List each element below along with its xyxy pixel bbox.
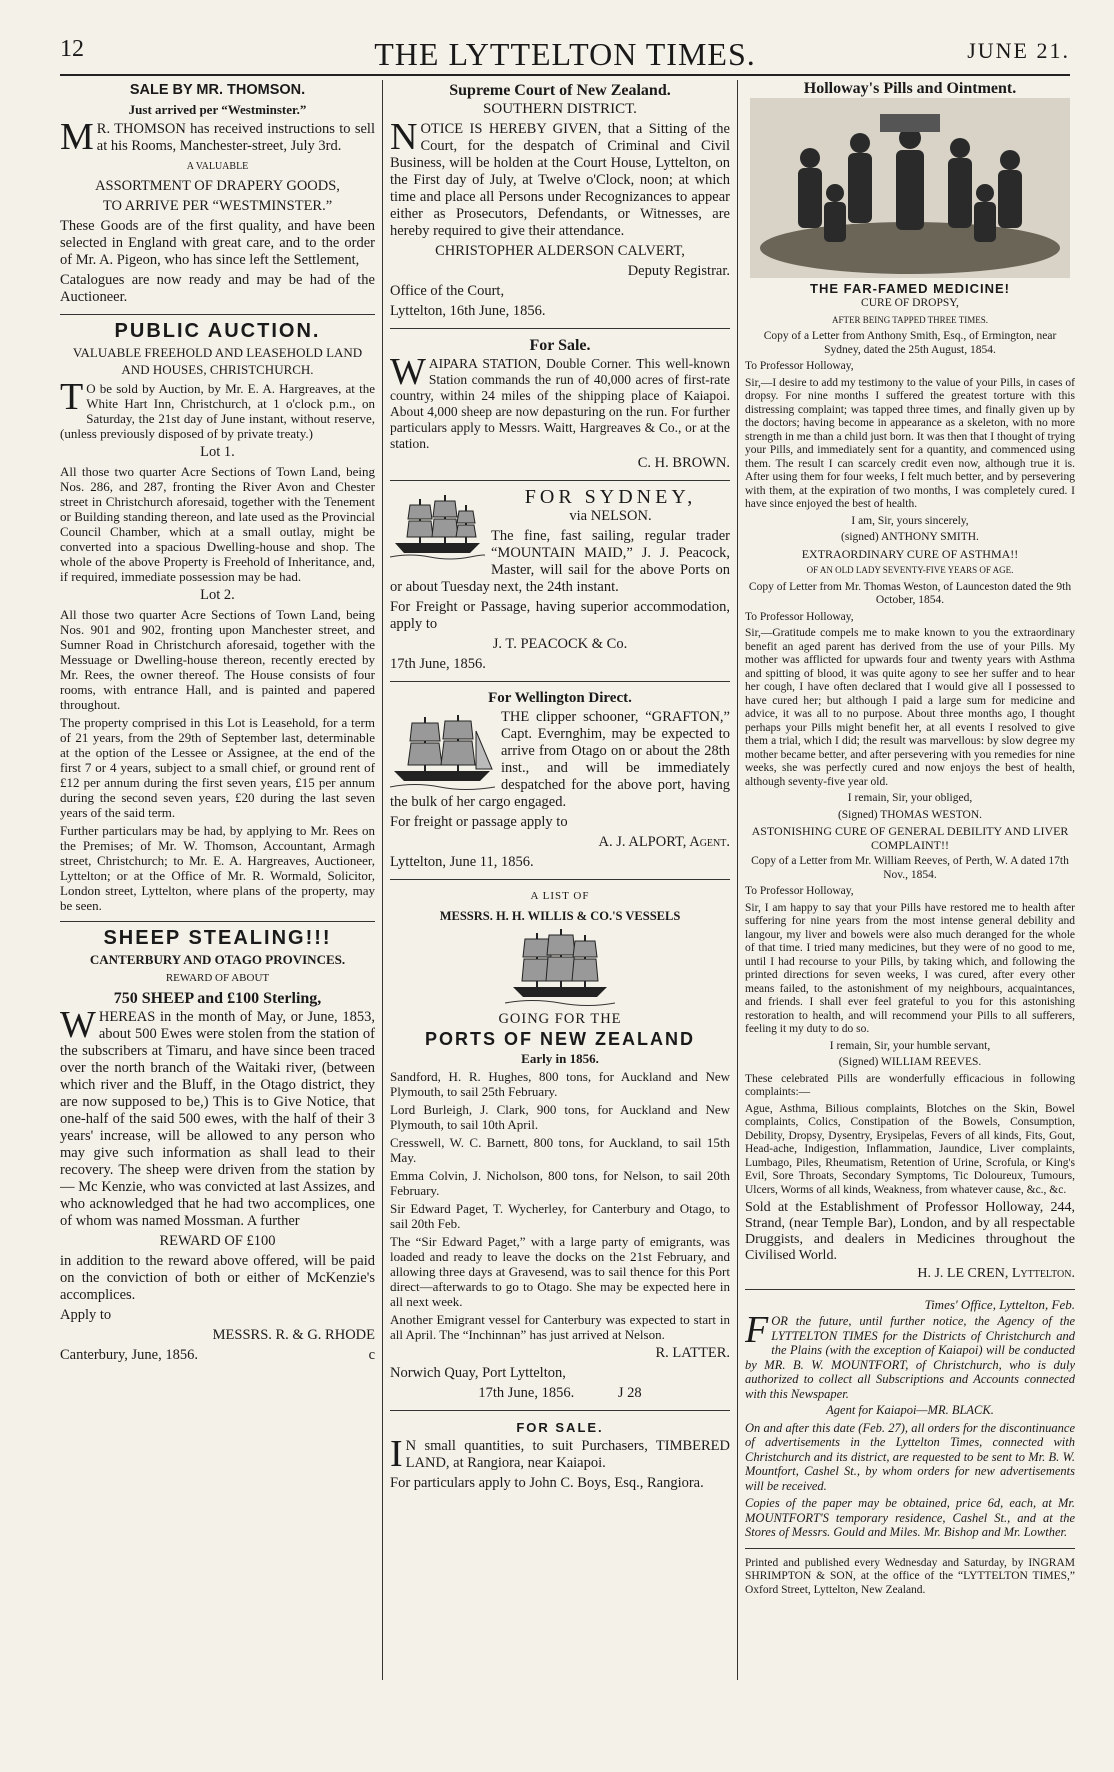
column-divider bbox=[382, 80, 383, 1680]
advert-heading: Holloway's Pills and Ointment. bbox=[803, 80, 1017, 97]
advert-text: TO ARRIVE PER “WESTMINSTER.” bbox=[102, 198, 333, 214]
advert-heading: PORTS OF NEW ZEALAND bbox=[425, 1029, 695, 1049]
advert-body: in addition to the reward above offered, will be paid on the conviction of both or either of McKenzie's accomplices. bbox=[60, 1253, 375, 1303]
advert-body: All those two quarter Acre Sections of Town Land, being Nos. 286, and 287, fronting the River Avon and Chester street in Christchurch aforesaid, together with the Tenement or Building standing thereon, and late used as the Provincial Council Chamber, which at a small outlay, might be converted into a spacious Dwelling-house and shop. The whole of the above Property is Freehold of Inheritance, and, if required, immediate possession may be had. bbox=[60, 464, 375, 584]
divider bbox=[745, 1289, 1075, 1290]
letter-salutation: To Professor Holloway, bbox=[745, 360, 854, 372]
advert-heading: SALE BY MR. THOMSON. bbox=[129, 82, 306, 98]
advert-heading: FOR SALE. bbox=[516, 1420, 604, 1435]
vessel-item: Sir Edward Paget, T. Wycherley, for Canterbury and Otago, to sail 20th Feb. bbox=[390, 1201, 730, 1231]
column-2 bbox=[390, 80, 730, 1680]
holloway-advert bbox=[745, 82, 1075, 1281]
vessel-item: Lord Burleigh, J. Clark, 900 tons, for Auckland and New Plymouth, to sail 10th April. bbox=[390, 1102, 730, 1132]
advert-body: Sold at the Establishment of Professor Holloway, 244, Strand, (near Temple Bar), London, and by all respectable Druggists, and dealers in Medicines throughout the Civilised World. bbox=[745, 1200, 1075, 1263]
advert-code: c bbox=[368, 1347, 375, 1363]
advert-subheading: CANTERBURY AND OTAGO PROVINCES. bbox=[89, 952, 346, 967]
advert-subheading: EXTRAORDINARY CURE OF ASTHMA!! bbox=[801, 546, 1019, 561]
vessel-item: Sandford, H. R. Hughes, 800 tons, for Auckland and New Plymouth, to sail 25th February. bbox=[390, 1069, 730, 1099]
advert-heading: MESSRS. H. H. WILLIS & CO.'S VESSELS bbox=[439, 909, 681, 923]
willis-vessels-advert bbox=[390, 888, 730, 1402]
letter-salutation: To Professor Holloway, bbox=[745, 885, 854, 897]
advert-subheading: via NELSON. bbox=[569, 508, 652, 524]
advert-text: Deputy Registrar. bbox=[627, 263, 730, 279]
imprint: Printed and published every Wednesday and Saturday, by INGRAM SHRIMPTON & SON, at the office of the “LYTTELTON TIMES,” Oxford Street, Lyttelton, New Zealand. bbox=[745, 1556, 1075, 1596]
letter-signature: (Signed) WILLIAM REEVES. bbox=[838, 1056, 982, 1068]
advert-body: For particulars apply to John C. Boys, Esq., Rangiora. bbox=[390, 1475, 704, 1491]
lot-heading: Lot 1. bbox=[200, 444, 235, 460]
letter-signature: (Signed) THOMAS WESTON. bbox=[837, 808, 983, 821]
notice-body: On and after this date (Feb. 27), all orders for the discontinuance of advertisements in the Lyttelton Times, connected with Christchurch and its district, are requested to be sent to Mr. B. W. Mountfort, Cashel St., by whom orders for new advertisements will be received. bbox=[745, 1420, 1075, 1493]
divider bbox=[60, 921, 375, 922]
advert-subheading: ASTONISHING CURE OF GENERAL DEBILITY AND LIVER COMPLAINT!! bbox=[751, 824, 1069, 852]
notice-dateline: Times' Office, Lyttelton, Feb. bbox=[924, 1296, 1075, 1312]
divider bbox=[60, 314, 375, 315]
advert-text: 750 SHEEP and £100 Sterling, bbox=[113, 990, 322, 1007]
letter-intro: Copy of Letter from Mr. Thomas Weston, of Launceston dated the 9th October, 1854. bbox=[748, 580, 1072, 606]
divider bbox=[390, 328, 730, 329]
advert-signature: R. LATTER. bbox=[655, 1345, 730, 1361]
advert-signature: CHRISTOPHER ALDERSON CALVERT, bbox=[435, 243, 685, 259]
advert-heading: For Wellington Direct. bbox=[488, 690, 632, 706]
wellington-advert bbox=[390, 690, 730, 871]
advert-date bbox=[60, 1347, 375, 1364]
divider bbox=[390, 879, 730, 880]
advert-text: REWARD OF ABOUT bbox=[165, 972, 270, 984]
letter-closing: I remain, Sir, your obliged, bbox=[847, 792, 973, 804]
advert-body: IN small quantities, to suit Purchasers, TIMBERED LAND, at Rangiora, near Kaiapoi. bbox=[390, 1433, 730, 1475]
advert-text: GOING FOR THE bbox=[498, 1011, 622, 1027]
advert-text: Norwich Quay, Port Lyttelton, bbox=[390, 1365, 566, 1381]
advert-text: Apply to bbox=[60, 1307, 112, 1323]
masthead-rule bbox=[60, 74, 1070, 76]
lot-heading: Lot 2. bbox=[200, 587, 235, 603]
advert-heading: PUBLIC AUCTION. bbox=[114, 320, 321, 342]
vessel-item: Emma Colvin, J. Nicholson, 800 tons, for Nelson, to sail 20th February. bbox=[390, 1168, 730, 1198]
column-divider bbox=[737, 80, 738, 1680]
crowd-illustration bbox=[750, 98, 1070, 278]
advert-signature: A. J. ALPORT, Agent. bbox=[598, 834, 730, 850]
letter-intro: Copy of a Letter from Anthony Smith, Esq., of Ermington, near Sydney, dated the 25th August, 1854. bbox=[763, 330, 1057, 356]
advert-subheading: Just arrived per “Westminster.” bbox=[128, 102, 307, 117]
times-office-notice bbox=[745, 1298, 1075, 1540]
advert-signature: MESSRS. R. & G. RHODE bbox=[212, 1327, 375, 1343]
advert-heading: For Sale. bbox=[529, 337, 591, 354]
sydney-advert bbox=[390, 486, 730, 673]
advert-date: Lyttelton, 16th June, 1856. bbox=[390, 303, 546, 319]
divider bbox=[745, 1548, 1075, 1549]
notice-body: Copies of the paper may be obtained, price 6d, each, at Mr. MOUNTFORT'S temporary residence, Cashel St., and at the Stores of Messrs. Gould and Miles. Mr. Bishop and Mr. Lowther. bbox=[745, 1496, 1075, 1539]
letter-body: Sir, I am happy to say that your Pills have restored me to health after suffering for nine years from the most intense general debility and langour, my liver and bowels were also much deranged for the whole of that time. I tried many medicines, but they were of no good to me, until I had recourse to your Pills, by taking which, and following the printed directions for seven weeks, I was cured, after every other means failed, to the astonishment of my neighbours, acquaintances, and friends. I shall ever feel grateful to you for this astonishing restoration to health, and will recommend your Pills to all sufferers, feeling it my duty to do so. bbox=[745, 901, 1075, 1035]
thomson-advert bbox=[60, 82, 375, 306]
advert-code: J 28 bbox=[617, 1385, 642, 1401]
advert-text: ASSORTMENT OF DRAPERY GOODS, bbox=[95, 178, 340, 194]
advert-body: NOTICE IS HEREBY GIVEN, that a Sitting of the Court, for the despatch of Criminal and Civil Business, will be holden at the Court House, Lyttelton, on the First day of July, at Twelve o'Clock, noon; at which time and place all Persons under Recognizances to appear either as Prosecutors, Defendants, or Witnesses, are hereby required to give their attendance. bbox=[390, 116, 730, 239]
notice-text: Agent for Kaiapoi—MR. BLACK. bbox=[826, 1403, 994, 1417]
advert-body: WHEREAS in the month of May, or June, 1853, about 500 Ewes were stolen from the station of the subscribers at Timaru, and have since been traced over the north branch of the Waitaki river, (between which river and the Bluff, in the Otago district, they are now supposed to be,) This is to Give Notice, that one-half of the said 500 ewes, with the half of their 3 years' increase, will be allowed to any person who may give such information as shall lead to their recovery. The sheep were driven from the station by — Mc Kenzie, who was convicted at last Assizes, and who acknowledged that he had two accomplices, one of whom was named Mossman. A further bbox=[60, 1004, 375, 1229]
complaint-list: Ague, Asthma, Bilious complaints, Blotches on the Skin, Bowel complaints, Colics, Constipation of the Bowels, Consumption, Debility, Dropsy, Dysentry, Erysipelas, Fevers of all kinds, Fits, Gout, Head-ache, Indigestion, Inflammation, Jaundice, Liver complaints, Lumbago, Piles, Rheumatism, Retention of Urine, Scrofula, or King's Evil, Sore Throats, Secondary Symptoms, Tic Doloureux, Tumours, Ulcers, Worms of all kinds, Weakness, from whatever cause, &c., &c. bbox=[745, 1102, 1075, 1196]
advert-text: AFTER BEING TAPPED THREE TIMES. bbox=[831, 314, 989, 325]
advert-body: THE clipper schooner, “GRAFTON,” Capt. Evernghim, may be expected to arrive from Otago on or about the 28th inst., and will be immediately despatched for the above port, having the bulk of her cargo engaged. bbox=[390, 709, 730, 810]
advert-body: MR. THOMSON has received instructions to sell at his Rooms, Manchester-street, July 3rd. bbox=[60, 116, 375, 158]
advert-signature: H. J. LE CREN, Lyttelton. bbox=[917, 1266, 1075, 1281]
advert-body: The fine, fast sailing, regular trader “MOUNTAIN MAID,” J. J. Peacock, Master, will sail for the above Ports on or about Tuesday next, the 24th instant. bbox=[390, 528, 730, 595]
waipara-sale-advert bbox=[390, 337, 730, 472]
letter-intro: Copy of a Letter from Mr. William Reeves, of Perth, W. A dated 17th Nov., 1854. bbox=[751, 855, 1069, 881]
advert-body: Further particulars may be had, by applying to Mr. Rees on the Premises; of Mr. W. Thomson, Accountant, Armagh street, Christchurch; to Mr. E. A. Hargreaves, Auctioneer, Lyttelton; or at the Office of Mr. R. Wormald, Solicitor, London street, Lyttelton, where plans of the property, may be seen. bbox=[60, 823, 375, 913]
advert-date bbox=[390, 1385, 730, 1402]
advert-heading: SHEEP STEALING!!! bbox=[103, 927, 332, 949]
advert-date-text: Canterbury, June, 1856. bbox=[60, 1347, 198, 1363]
ship-illustration bbox=[505, 927, 615, 1007]
notice-body: FOR the future, until further notice, the Agency of the LYTTELTON TIMES for the Districts of Christchurch and the Plains (with the exception of Kaiapoi) will be conducted by MR. B. W. MOUNTFORT, of Christchurch, who is duly authorized to collect all Subscriptions and Accounts connected with this Newspaper. bbox=[745, 1309, 1075, 1401]
advert-heading: Supreme Court of New Zealand. bbox=[449, 82, 671, 99]
advert-subheading: Early in 1856. bbox=[521, 1051, 599, 1066]
timbered-land-advert bbox=[390, 1419, 730, 1492]
letter-salutation: To Professor Holloway, bbox=[745, 610, 854, 623]
advert-date-text: 17th June, 1856. bbox=[478, 1385, 575, 1401]
schooner-illustration bbox=[390, 711, 495, 791]
letter-body: Sir,—Gratitude compels me to make known to you the extraordinary benefit an aged parent has derived from the use of your Pills. My mother was afflicted for upwards four and twenty years with Asthma and spitting of blood, it was quite agony to see her suffer and to hear her cough, I have often declared that I would give all I possessed to have cured her; but although I paid a large sum for medicine and advice, it was all to no purpose. About three months ago, I thought perhaps your Pills might benefit her, at all events I resolved to give them a trial, which I did; the result was marvellous: by slow degree my mother became better, and after persevering with you remedies for nine weeks, she was perfectly cured and now enjoys the best of health, although seventy-five year old. bbox=[745, 627, 1075, 788]
divider bbox=[390, 1410, 730, 1411]
sailing-ship-illustration bbox=[390, 491, 485, 561]
newspaper-title: THE LYTTELTON TIMES. bbox=[374, 36, 756, 72]
advert-text: A LIST OF bbox=[530, 890, 590, 902]
advert-body: Catalogues are now ready and may be had of the Auctioneer. bbox=[60, 272, 375, 305]
advert-body: All those two quarter Acre Sections of Town Land, being Nos. 901 and 902, fronting upon Manchester street, and Sumner Road in Christchurch aforesaid, together with the Messuage or Dwelling-house thereon, recently erected by Mr. Rees, the owner thereof. The House consists of four rooms, with entrance Hall, and is painted and papered throughout. bbox=[60, 607, 375, 712]
letter-closing: I remain, Sir, your humble servant, bbox=[829, 1039, 991, 1052]
advert-subheading: VALUABLE FREEHOLD AND LEASEHOLD LAND AND HOUSES, CHRISTCHURCH. bbox=[72, 345, 363, 377]
advert-date: 17th June, 1856. bbox=[390, 656, 486, 672]
advert-text: A VALUABLE bbox=[186, 161, 249, 172]
advert-text: CURE OF DROPSY, bbox=[861, 297, 959, 309]
advert-subheading: SOUTHERN DISTRICT. bbox=[483, 101, 637, 117]
advert-body: TO be sold by Auction, by Mr. E. A. Hargreaves, at the White Hart Inn, Christchurch, at 1 o'clock p.m., on Saturday, the 21st day of June instant, without reserve, (unless previously disposed of by private treaty.) bbox=[60, 376, 375, 441]
letter-body: Sir,—I desire to add my testimony to the value of your Pills, in cases of dropsy. For nine months I suffered the greatest torture with this distressing complaint; was tapped three times, and finally given up by the doctors; having become in appearance as a skeleton, with no more strength in me than a child just born. It was then that I thought of trying your Pills, and immediately sent for a quantity, and commenced using them. The result I can scarcely credit even now, although true it is. After using them for four weeks, I felt much better, and by persevering with them, at the expiration of two months, I was completely cured. I have since enjoyed the best of health. bbox=[745, 376, 1075, 510]
advert-heading: FOR SYDNEY, bbox=[524, 486, 697, 508]
advert-signature: C. H. BROWN. bbox=[637, 455, 730, 471]
letter-closing: I am, Sir, yours sincerely, bbox=[851, 514, 969, 527]
advert-date: Lyttelton, June 11, 1856. bbox=[390, 854, 534, 870]
divider bbox=[390, 480, 730, 481]
column-1 bbox=[60, 80, 375, 1680]
advert-text: These celebrated Pills are wonderfully efficacious in following complaints:— bbox=[745, 1072, 1075, 1098]
advert-body: The “Sir Edward Paget,” with a large party of emigrants, was loaded and ready to leave the docks on the 21st February, and allowing three days at Gravesend, was to sail thence for this Port direct—afterwards to go to Otago. She may be expected here in all next week. bbox=[390, 1234, 730, 1309]
sheep-stealing-advert bbox=[60, 927, 375, 1364]
advert-text: OF AN OLD LADY SEVENTY-FIVE YEARS OF AGE. bbox=[806, 565, 1014, 575]
advert-subheading: THE FAR-FAMED MEDICINE! bbox=[810, 280, 1010, 296]
advert-body: The property comprised in this Lot is Leasehold, for a term of 21 years, from the 29th of September last, determinable at the option of the Lessee or Assignee, at the end of the first 7 or 4 years, subject to a small chief, or ground rent of £12 per annum during the first seven years, £15 per annum during the second seven years, £20 during the last seven years of the said term. bbox=[60, 715, 375, 820]
page-number: 12 bbox=[60, 36, 84, 62]
masthead bbox=[60, 36, 1070, 76]
divider bbox=[390, 681, 730, 682]
advert-signature: J. T. PEACOCK & Co. bbox=[492, 636, 628, 652]
advert-text: Office of the Court, bbox=[390, 283, 505, 299]
advert-body: For Freight or Passage, having superior accommodation, apply to bbox=[390, 599, 730, 632]
letter-signature: (signed) ANTHONY SMITH. bbox=[841, 531, 979, 543]
supreme-court-advert bbox=[390, 82, 730, 320]
advert-body: Another Emigrant vessel for Canterbury was expected to start in all April. The “Inchinnan” has just arrived at Nelson. bbox=[390, 1312, 730, 1342]
advert-body: These Goods are of the first quality, and have been selected in England with great care, and to the order of Mr. A. Pigeon, who has since left the Settlement, bbox=[60, 218, 375, 268]
issue-date: JUNE 21. bbox=[967, 38, 1070, 63]
column-3 bbox=[745, 80, 1075, 1680]
vessel-item: Cresswell, W. C. Barnett, 800 tons, for Auckland, to sail 15th May. bbox=[390, 1135, 730, 1165]
advert-text: REWARD OF £100 bbox=[159, 1233, 276, 1249]
public-auction-advert bbox=[60, 320, 375, 913]
advert-body: For freight or passage apply to bbox=[390, 814, 568, 830]
advert-body: WAIPARA STATION, Double Corner. This well-known Station commands the run of 40,000 acres of first-rate country, within 24 miles of the shipping place of Kaiapoi. About 4,000 sheep are now depasturing on the run. For further particulars apply to Messrs. Waitt, Hargreaves & Co., or at the station. bbox=[390, 351, 730, 451]
